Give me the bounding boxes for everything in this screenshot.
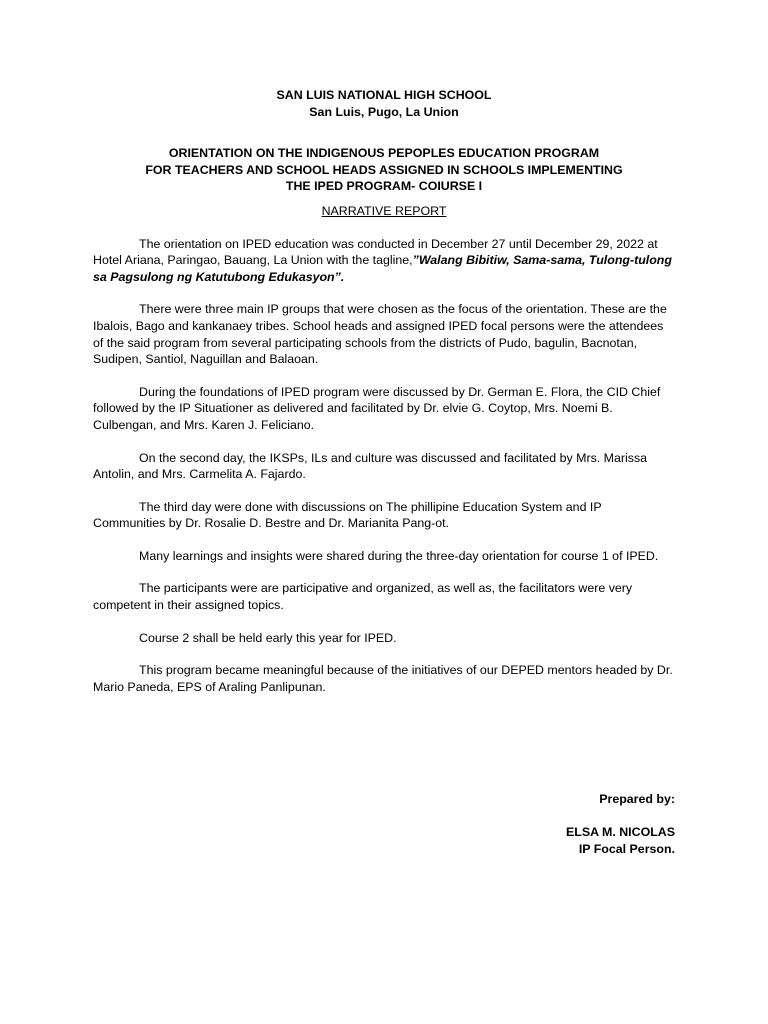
paragraph-6: Many learnings and insights were shared during the three-day orientation for course 1 of IPED. xyxy=(139,548,659,563)
school-header xyxy=(93,87,675,120)
title-line-3: THE IPED PROGRAM- COIURSE I xyxy=(285,179,483,194)
paragraph-2: There were three main IP groups that were chosen as the focus of the orientation. These are the Ibalois, Bago and kankanaey tribes. School heads and assigned IPED focal persons were the attendees of the said program from several participating schools from the districts of Pudo, bagulin, Bacnotan, Sudipen, Santiol, Naguillan and Balaoan. xyxy=(93,302,667,367)
document-title xyxy=(93,145,675,195)
paragraph-8: Course 2 shall be held early this year for IPED. xyxy=(139,630,397,645)
prepared-by-label: Prepared by: xyxy=(599,792,675,806)
school-name: SAN LUIS NATIONAL HIGH SCHOOL xyxy=(276,88,492,102)
paragraph-1 xyxy=(93,236,675,286)
report-heading: NARRATIVE REPORT xyxy=(321,203,447,218)
signatory-block xyxy=(566,824,675,857)
tagline: ”Walang Bibitiw, Sama-sama, Tulong-tulong sa Pagsulong ng Katutubong Edukasyon”. xyxy=(93,253,672,284)
paragraph-4: On the second day, the IKSPs, ILs and culture was discussed and facilitated by Mrs. Marissa Antolin, and Mrs. Carmelita A. Fajardo. xyxy=(93,450,648,482)
paragraph-7: The participants were are participative and organized, as well as, the facilitators were very competent in their assigned topics. xyxy=(93,581,633,613)
paragraph-3: During the foundations of IPED program were discussed by Dr. German E. Flora, the CID Chief followed by the IP Situationer as delivered and facilitated by Dr. elvie G. Coytop, Mrs. Noemi B. Culbengan, and Mrs. Karen J. Feliciano. xyxy=(93,384,661,432)
paragraph-1-text: The orientation on IPED education was conducted in December 27 until December 29, 2022 at Hotel Ariana, Paringao, Bauang, La Union with the tagline, xyxy=(93,236,658,268)
signatory-name: ELSA M. NICOLAS xyxy=(566,825,675,839)
paragraph-9: This program became meaningful because of the initiatives of our DEPED mentors headed by Dr. Mario Paneda, EPS of Araling Panlipunan. xyxy=(93,663,673,694)
document-page xyxy=(93,87,675,856)
signatory-position: IP Focal Person. xyxy=(578,841,675,856)
school-address: San Luis, Pugo, La Union xyxy=(309,104,459,119)
paragraph-5: The third day were done with discussions on The phillipine Education System and IP Communities by Dr. Rosalie D. Bestre and Dr. Marianita Pang-ot. xyxy=(93,499,602,531)
title-line-2: FOR TEACHERS AND SCHOOL HEADS ASSIGNED IN SCHOOLS IMPLEMENTING xyxy=(145,162,623,177)
title-line-1: ORIENTATION ON THE INDIGENOUS PEPOPLES EDUCATION PROGRAM xyxy=(168,146,600,161)
